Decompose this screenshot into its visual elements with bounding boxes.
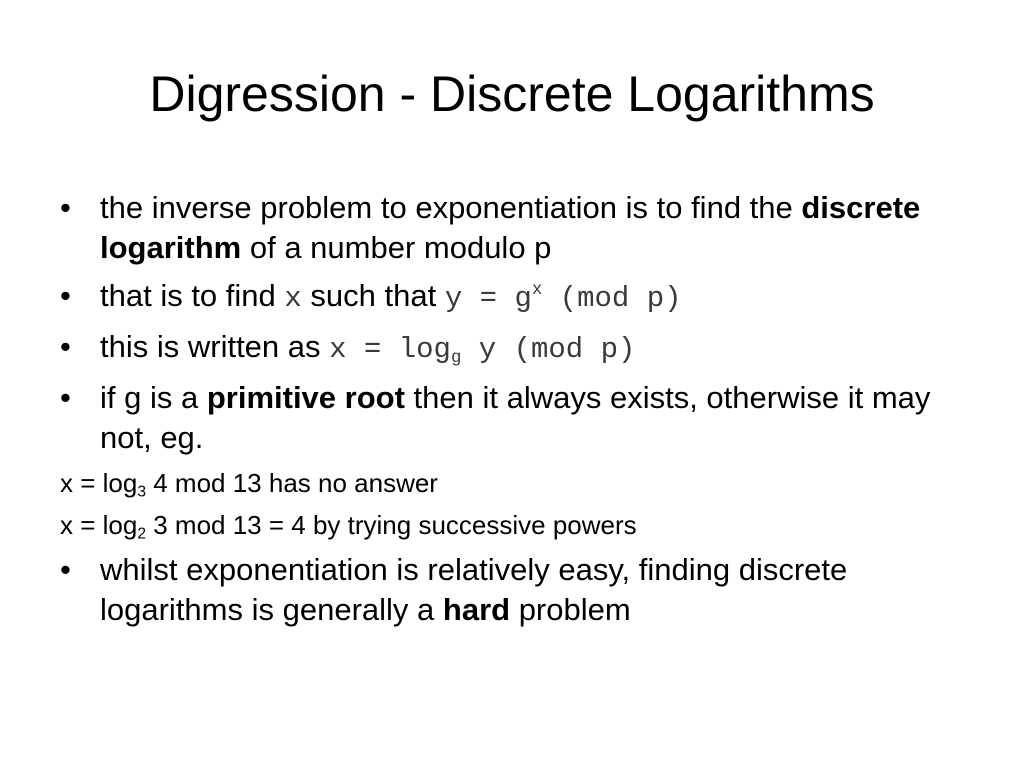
bullet-item-inverse-problem	[60, 188, 980, 268]
bullet-text: that is to find	[100, 278, 285, 313]
example-subscript: 3	[137, 483, 147, 501]
bullet-text: the inverse problem to exponentiation is to find the	[100, 190, 802, 225]
code-log-equation	[329, 333, 636, 369]
bullet-text: such that	[301, 278, 445, 313]
bullet-icon: •	[60, 329, 71, 364]
code-mod: y (mod p)	[461, 333, 636, 366]
bullet-text: whilst exponentiation is relatively easy, finding discrete logarithms is generally a	[100, 552, 848, 627]
example-text: 4 mod 13 has no answer	[146, 468, 438, 498]
bullet-text: if g is a	[100, 380, 207, 415]
example-line-successive-powers	[60, 508, 980, 542]
bold-term-primitive-root: primitive root	[206, 380, 405, 415]
code-x: x	[284, 282, 302, 315]
bullet-icon: •	[60, 278, 71, 313]
code-subscript: g	[450, 349, 462, 369]
bullet-text: this is written as	[100, 329, 330, 364]
example-subscript: 2	[137, 525, 147, 543]
code-base: x = log	[329, 333, 451, 366]
bullet-icon: •	[60, 380, 71, 415]
bullet-text: problem	[510, 592, 631, 627]
code-equation	[445, 282, 682, 315]
bullet-icon: •	[60, 190, 71, 225]
bullet-icon: •	[60, 552, 71, 587]
bold-term-hard: hard	[442, 592, 511, 627]
code-superscript: x	[531, 280, 543, 300]
bullet-item-primitive-root	[60, 378, 980, 458]
example-text: x = log	[60, 468, 138, 498]
bullet-item-written-as	[60, 327, 980, 370]
example-text: x = log	[60, 510, 138, 540]
bullet-item-hard-problem	[60, 550, 980, 630]
bullet-list	[60, 188, 980, 638]
example-line-no-answer	[60, 466, 980, 500]
bullet-text: of a number modulo p	[241, 230, 552, 265]
bullet-text: then it always exists, otherwise it may not, eg.	[100, 380, 931, 455]
bold-term-discrete-logarithm: discrete logarithm	[100, 190, 921, 265]
slide-title: Digression - Discrete Logarithms	[149, 66, 875, 122]
bullet-item-find-x	[60, 276, 980, 319]
code-base: y = g	[444, 282, 532, 315]
example-text: 3 mod 13 = 4 by trying successive powers	[146, 510, 637, 540]
code-mod: (mod p)	[542, 282, 682, 315]
